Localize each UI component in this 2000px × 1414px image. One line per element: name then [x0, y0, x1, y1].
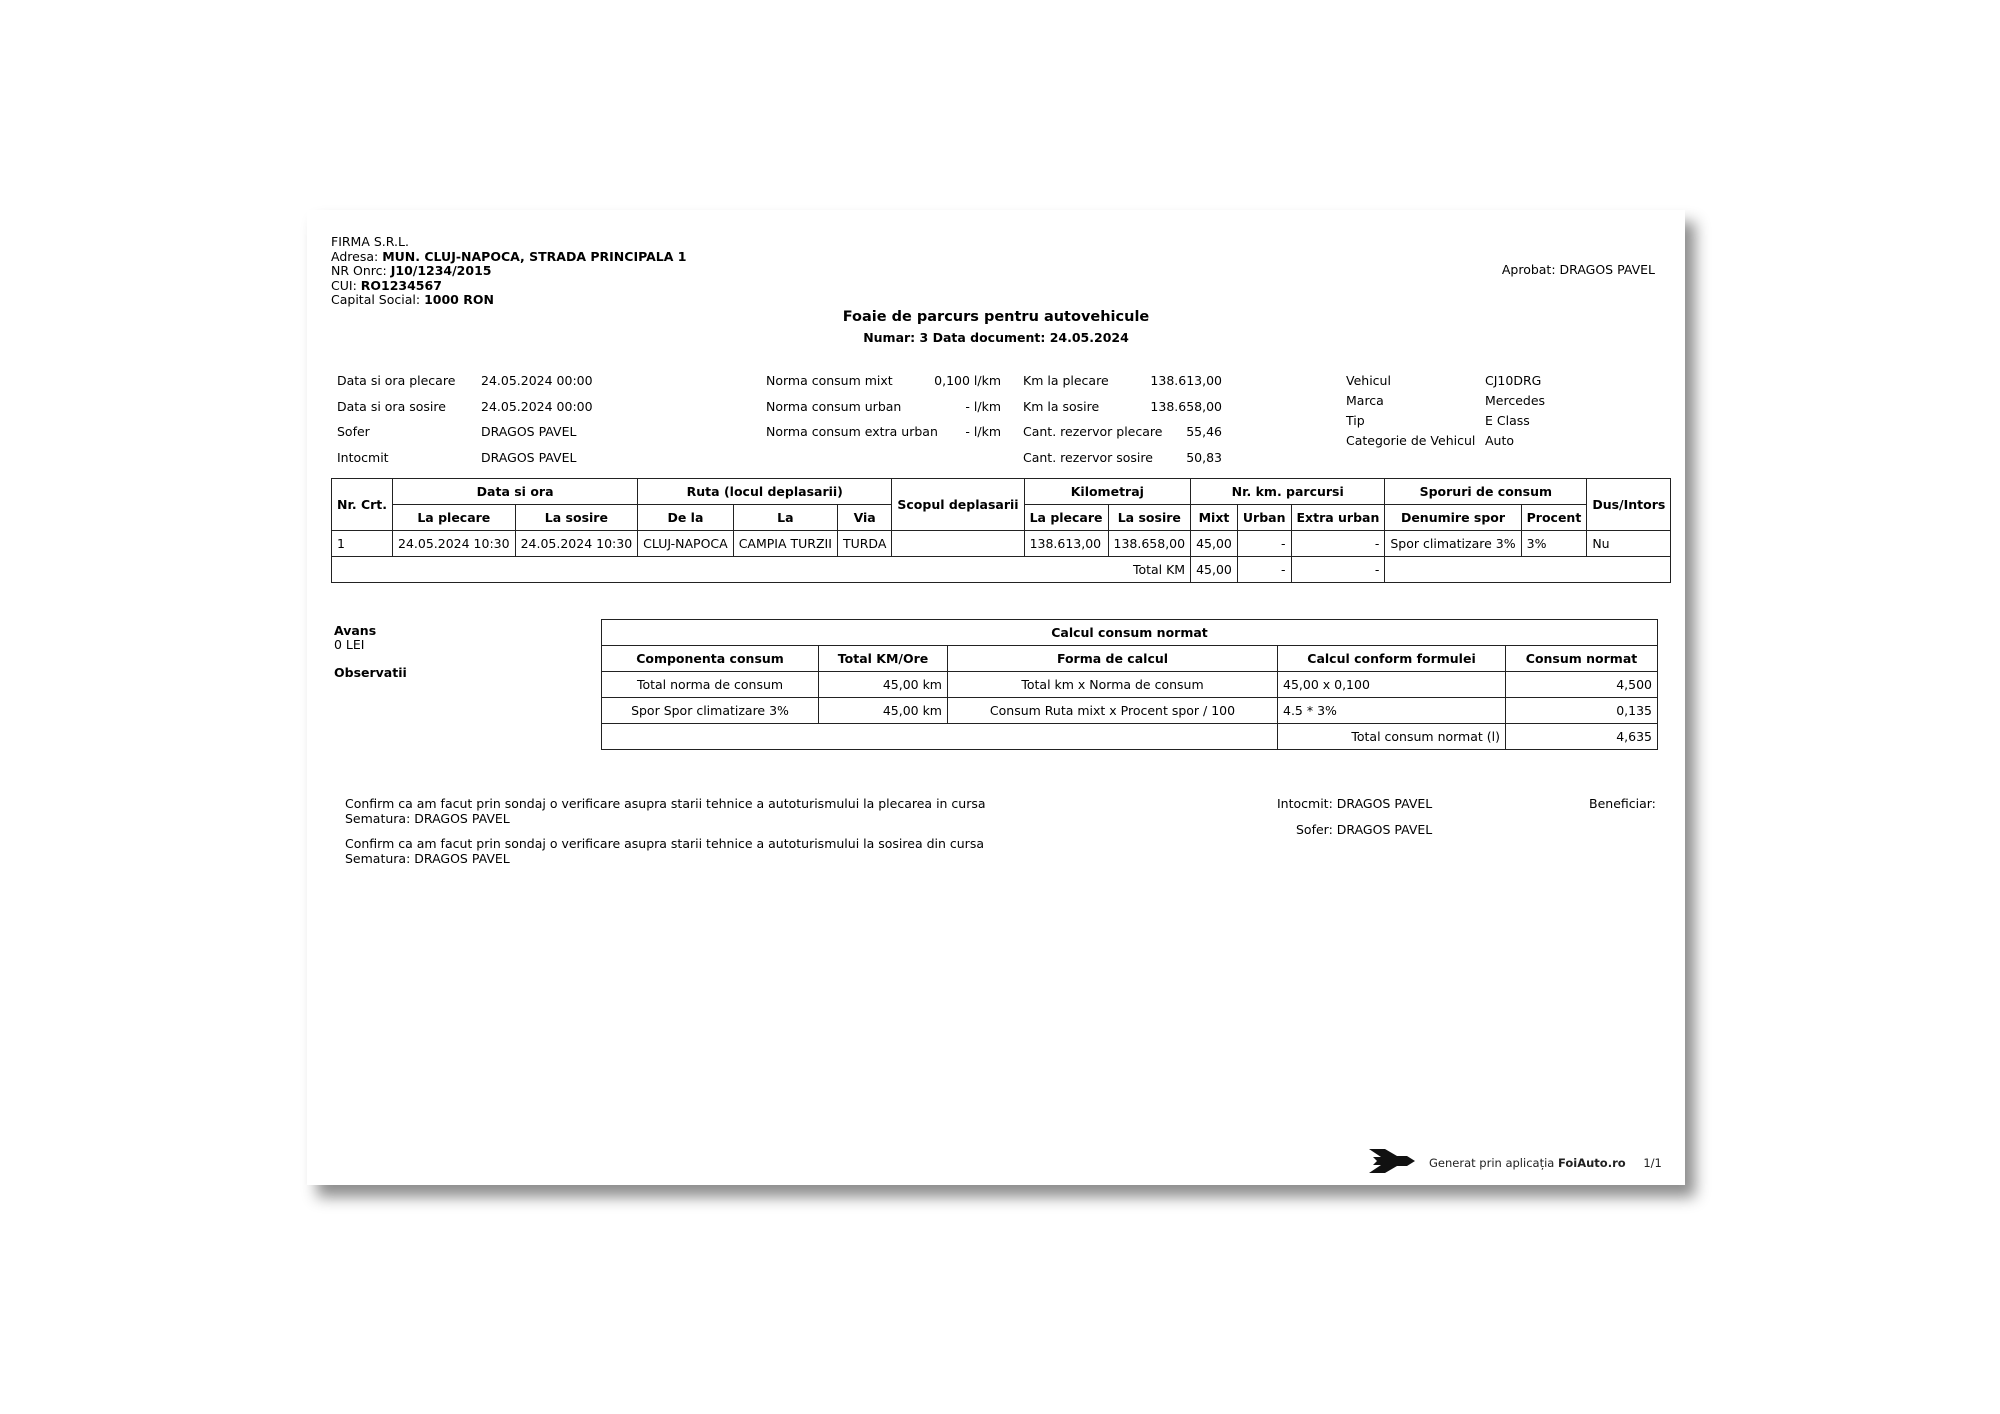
col-procent: Procent: [1521, 505, 1587, 531]
tank-start-label: Cant. rezervor plecare: [1023, 424, 1163, 439]
col-km-end: La sosire: [1108, 505, 1191, 531]
col-date-group: Data si ora: [393, 479, 638, 505]
cell-from: CLUJ-NAPOCA: [638, 531, 734, 557]
signature-beneficiary: Beneficiar:: [1589, 796, 1656, 811]
table-row: [332, 531, 1671, 557]
cell-date-end: 24.05.2024 10:30: [515, 531, 638, 557]
col-via: Via: [837, 505, 891, 531]
footer-page-number: 1/1: [1643, 1156, 1662, 1170]
confirm-arrival-text: Confirm ca am facut prin sondaj o verificare asupra starii tehnice a autoturismului la sosirea din cursa: [345, 836, 984, 851]
calc-cell-component: Spor Spor climatizare 3%: [602, 698, 819, 724]
total-urban: -: [1237, 557, 1291, 583]
consumption-calc-table: [601, 619, 1658, 750]
total-km-label: Total KM: [332, 557, 1191, 583]
trip-table: [331, 478, 1671, 583]
footer-generated: [1429, 1156, 1662, 1170]
arrival-label: Data si ora sosire: [337, 399, 446, 414]
foiauto-logo-icon: [1367, 1145, 1417, 1181]
col-to: La: [733, 505, 837, 531]
cell-extra-urban: -: [1291, 531, 1385, 557]
km-start-value: 138.613,00: [1150, 373, 1222, 388]
calc-col-forma: Forma de calcul: [948, 646, 1278, 672]
col-date-start: La plecare: [393, 505, 516, 531]
footer-generated-prefix: Generat prin aplicația: [1429, 1156, 1555, 1170]
calc-row: [602, 672, 1658, 698]
calc-cell-forma: Consum Ruta mixt x Procent spor / 100: [948, 698, 1278, 724]
cell-urban: -: [1237, 531, 1291, 557]
col-dus-intors: Dus/Intors: [1587, 479, 1671, 531]
calc-cell-total: 45,00 km: [819, 698, 948, 724]
cell-via: TURDA: [837, 531, 891, 557]
approved-by: Aprobat: DRAGOS PAVEL: [1501, 262, 1655, 277]
tank-end-label: Cant. rezervor sosire: [1023, 450, 1153, 465]
type-value: E Class: [1485, 413, 1530, 428]
norm-extra-value: - l/km: [965, 424, 1001, 439]
calc-cell-consum: 4,500: [1506, 672, 1658, 698]
col-mixt: Mixt: [1191, 505, 1238, 531]
col-km-start: La plecare: [1024, 505, 1108, 531]
km-end-value: 138.658,00: [1150, 399, 1222, 414]
calc-col-consum: Consum normat: [1506, 646, 1658, 672]
col-route-group: Ruta (locul deplasarii): [638, 479, 892, 505]
calc-cell-forma: Total km x Norma de consum: [948, 672, 1278, 698]
company-cui: RO1234567: [360, 277, 442, 293]
driver-label: Sofer: [337, 424, 370, 439]
cui-label: CUI:: [331, 277, 357, 293]
table-header-row: [332, 479, 1671, 505]
footer-brand[interactable]: FoiAuto.ro: [1557, 1156, 1626, 1170]
calc-cell-component: Total norma de consum: [602, 672, 819, 698]
tank-end-value: 50,83: [1186, 450, 1222, 465]
cell-km-end: 138.658,00: [1108, 531, 1191, 557]
norm-mixt-value: 0,100 l/km: [934, 373, 1001, 388]
document-subtitle: Numar: 3 Data document: 24.05.2024: [863, 330, 1129, 345]
col-urban: Urban: [1237, 505, 1291, 531]
cell-dus-intors: Nu: [1587, 531, 1671, 557]
company-capital: 1000 RON: [424, 292, 494, 308]
col-from: De la: [638, 505, 734, 531]
col-spor-group: Sporuri de consum: [1385, 479, 1587, 505]
tank-start-value: 55,46: [1186, 424, 1222, 439]
calc-cell-total: 45,00 km: [819, 672, 948, 698]
company-info: [331, 235, 686, 308]
category-label: Categorie de Vehicul: [1346, 433, 1476, 448]
table-total-row: [332, 557, 1671, 583]
calc-total-row: [602, 724, 1658, 750]
confirm-departure-text: Confirm ca am facut prin sondaj o verificare asupra starii tehnice a autoturismului la plecarea in cursa: [345, 796, 986, 811]
brand-label: Marca: [1346, 393, 1384, 408]
confirm-arrival-sign: Sematura: DRAGOS PAVEL: [345, 851, 510, 866]
calc-cell-formula: 45,00 x 0,100: [1278, 672, 1506, 698]
calc-cell-consum: 0,135: [1506, 698, 1658, 724]
norm-extra-label: Norma consum extra urban: [766, 424, 938, 439]
calc-col-total: Total KM/Ore: [819, 646, 948, 672]
avans-value: 0 LEI: [334, 637, 365, 652]
capital-label: Capital Social:: [331, 292, 421, 308]
company-name: FIRMA S.R.L.: [331, 234, 409, 249]
company-address: MUN. CLUJ-NAPOCA, STRADA PRINCIPALA 1: [382, 248, 687, 264]
made-by-value: DRAGOS PAVEL: [481, 450, 577, 465]
calc-title-row: [602, 620, 1658, 646]
cell-km-start: 138.613,00: [1024, 531, 1108, 557]
calc-col-formula: Calcul conform formulei: [1278, 646, 1506, 672]
total-mixt: 45,00: [1191, 557, 1238, 583]
total-extra-urban: -: [1291, 557, 1385, 583]
km-start-label: Km la plecare: [1023, 373, 1109, 388]
cell-spor-name: Spor climatizare 3%: [1385, 531, 1521, 557]
cell-date-start: 24.05.2024 10:30: [393, 531, 516, 557]
col-purpose: Scopul deplasarii: [892, 479, 1024, 531]
calc-title: Calcul consum normat: [602, 620, 1658, 646]
col-extra-urban: Extra urban: [1291, 505, 1385, 531]
address-label: Adresa:: [331, 248, 379, 264]
company-nr-onrc: J10/1234/2015: [390, 263, 492, 279]
avans-label: Avans: [334, 623, 377, 638]
cell-nr: 1: [332, 531, 393, 557]
norm-mixt-label: Norma consum mixt: [766, 373, 893, 388]
brand-value: Mercedes: [1485, 393, 1546, 408]
confirm-departure-sign: Sematura: DRAGOS PAVEL: [345, 811, 510, 826]
total-empty: [1385, 557, 1671, 583]
signature-made-by: Intocmit: DRAGOS PAVEL: [1277, 796, 1433, 811]
cell-to: CAMPIA TURZII: [733, 531, 837, 557]
document-sheet: [307, 210, 1685, 1185]
cell-purpose: [892, 531, 1024, 557]
arrival-value: 24.05.2024 00:00: [481, 399, 593, 414]
cell-procent: 3%: [1521, 531, 1587, 557]
calc-total-value: 4,635: [1506, 724, 1658, 750]
cell-mixt: 45,00: [1191, 531, 1238, 557]
col-km-parcursi-group: Nr. km. parcursi: [1191, 479, 1385, 505]
calc-col-component: Componenta consum: [602, 646, 819, 672]
calc-row: [602, 698, 1658, 724]
col-date-end: La sosire: [515, 505, 638, 531]
signature-driver: Sofer: DRAGOS PAVEL: [1296, 822, 1433, 837]
vehicle-label: Vehicul: [1346, 373, 1391, 388]
calc-total-label: Total consum normat (l): [1278, 724, 1506, 750]
vehicle-value: CJ10DRG: [1485, 373, 1542, 388]
km-end-label: Km la sosire: [1023, 399, 1100, 414]
nr-onrc-label: NR Onrc:: [331, 263, 387, 279]
col-spor-name: Denumire spor: [1385, 505, 1521, 531]
calc-total-empty: [602, 724, 1278, 750]
col-nr: Nr. Crt.: [332, 479, 393, 531]
departure-label: Data si ora plecare: [337, 373, 456, 388]
category-value: Auto: [1485, 433, 1515, 448]
norm-urban-label: Norma consum urban: [766, 399, 902, 414]
made-by-label: Intocmit: [337, 450, 389, 465]
calc-header-row: [602, 646, 1658, 672]
calc-cell-formula: 4.5 * 3%: [1278, 698, 1506, 724]
type-label: Tip: [1346, 413, 1365, 428]
norm-urban-value: - l/km: [965, 399, 1001, 414]
driver-value: DRAGOS PAVEL: [481, 424, 577, 439]
document-title: Foaie de parcurs pentru autovehicule: [842, 309, 1150, 325]
col-km-group: Kilometraj: [1024, 479, 1191, 505]
departure-value: 24.05.2024 00:00: [481, 373, 593, 388]
observatii-label: Observatii: [334, 665, 407, 680]
